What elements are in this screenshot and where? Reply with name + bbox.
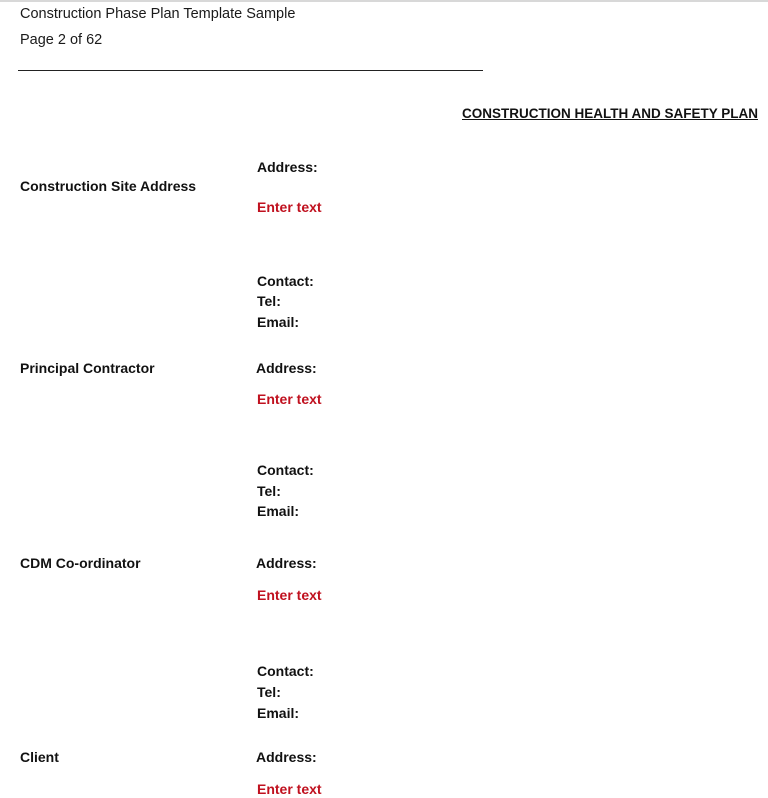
client-address-input[interactable]: Enter text <box>257 781 322 797</box>
section-label-cdm-coordinator: CDM Co-ordinator <box>20 555 141 571</box>
email-label: Email: <box>257 503 300 519</box>
page-top-edge <box>0 0 768 2</box>
address-label: Address: <box>256 555 317 571</box>
email-label: Email: <box>257 314 300 330</box>
header-title: Construction Phase Plan Template Sample <box>20 6 296 22</box>
email-label: Email: <box>257 705 300 721</box>
section-label-client: Client <box>20 749 59 765</box>
principal-contractor-address-input[interactable]: Enter text <box>257 391 322 407</box>
document-title: CONSTRUCTION HEALTH AND SAFETY PLAN <box>462 106 758 121</box>
tel-label: Tel: <box>257 483 281 499</box>
site-address-input[interactable]: Enter text <box>257 199 322 215</box>
contact-label: Contact: <box>257 663 314 679</box>
contact-label: Contact: <box>257 462 314 478</box>
tel-label: Tel: <box>257 293 281 309</box>
page-indicator: Page 2 of 62 <box>20 32 103 48</box>
address-label: Address: <box>257 159 318 175</box>
section-label-construction-site-address: Construction Site Address <box>20 178 197 194</box>
header-divider <box>18 70 483 71</box>
tel-label: Tel: <box>257 684 281 700</box>
section-label-principal-contractor: Principal Contractor <box>20 360 155 376</box>
cdm-coordinator-address-input[interactable]: Enter text <box>257 587 322 603</box>
contact-label: Contact: <box>257 273 314 289</box>
address-label: Address: <box>256 749 317 765</box>
address-label: Address: <box>256 360 317 376</box>
